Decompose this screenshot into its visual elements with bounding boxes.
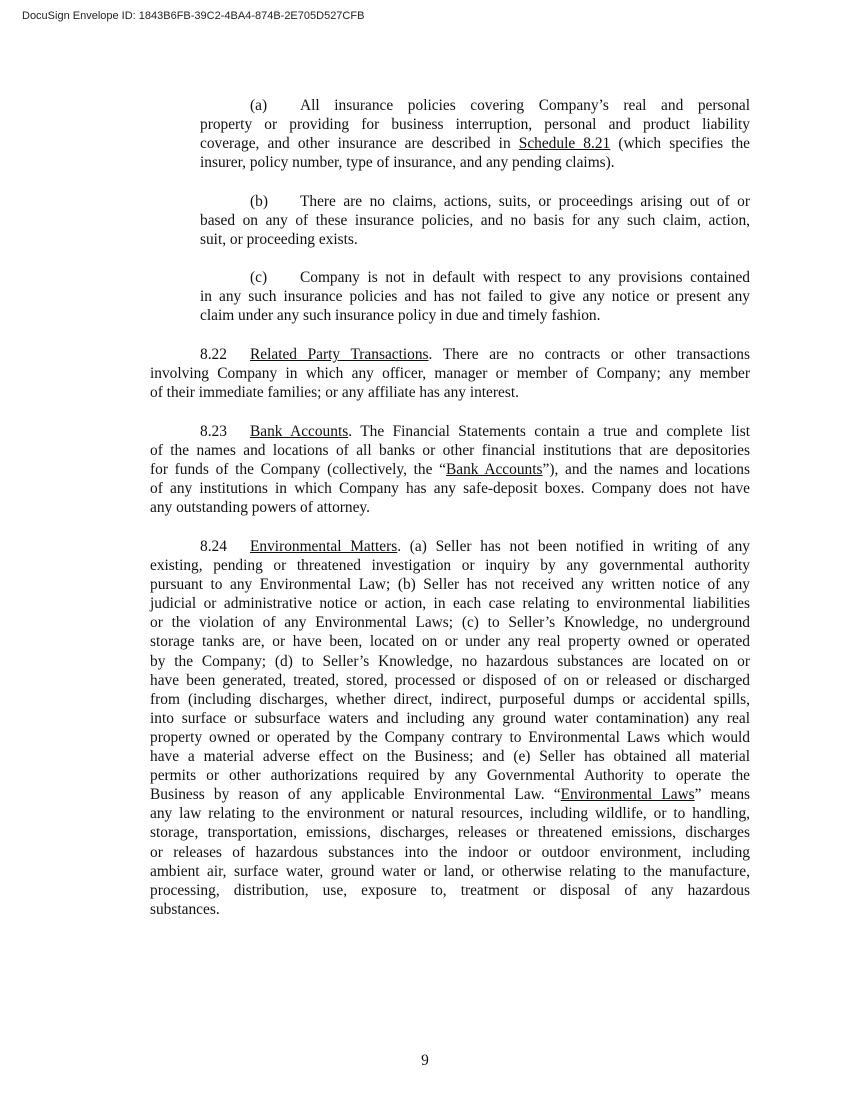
text-line — [150, 881, 750, 900]
text-segment: claim under any such insurance policy in due and timely fashion. — [200, 307, 601, 325]
text-line — [150, 594, 750, 613]
text-line — [200, 211, 750, 230]
paragraph-8-21-c — [200, 268, 750, 325]
text-segment: existing, pending or threatened investigation or inquiry by any governmental authority — [150, 557, 750, 575]
text-segment: property or providing for business interruption, personal and product liability — [200, 116, 750, 134]
paragraph-8-22 — [150, 345, 750, 402]
text-segment: into surface or subsurface waters and including any ground water contamination) any real — [150, 709, 750, 727]
text-segment: based on any of these insurance policies, and no basis for any such claim, action, — [200, 212, 750, 230]
section-label: 8.24 — [200, 538, 227, 555]
text-segment: All insurance policies covering Company’s real and personal — [300, 97, 750, 114]
text-segment: any outstanding powers of attorney. — [150, 499, 370, 517]
paragraph-8-24 — [150, 537, 750, 919]
text-segment: substances. — [150, 900, 220, 918]
line-text — [250, 422, 750, 441]
text-segment: or the violation of any Environmental Laws; (c) to Seller’s Knowledge, no underground — [150, 614, 750, 632]
text-line — [200, 287, 750, 306]
text-segment: . The Financial Statements contain a true and complete list — [348, 423, 750, 440]
text-segment: suit, or proceeding exists. — [200, 231, 358, 249]
text-segment: processing, distribution, use, exposure to, treatment or disposal of any hazardous — [150, 881, 750, 899]
text-line — [150, 364, 750, 383]
text-line — [150, 537, 750, 556]
line-text — [300, 268, 750, 287]
page-number: 9 — [421, 1052, 429, 1069]
text-line — [150, 613, 750, 632]
envelope-id: DocuSign Envelope ID: 1843B6FB-39C2-4BA4-874B-2E705D527CFB — [22, 10, 365, 22]
text-line — [150, 383, 750, 402]
text-segment: of any institutions in which Company has any safe-deposit boxes. Company does not have — [150, 480, 750, 498]
text-line — [150, 498, 750, 517]
text-line — [200, 153, 750, 172]
text-line — [150, 422, 750, 441]
text-line — [200, 306, 750, 325]
text-line — [150, 690, 750, 709]
text-segment: from (including discharges, whether direct, indirect, purposeful dumps or accidental spills, — [150, 690, 750, 708]
text-line — [150, 671, 750, 690]
text-line — [150, 632, 750, 651]
text-segment: Business by reason of any applicable Environmental Law. “ — [150, 786, 561, 804]
defined-term: Bank Accounts — [446, 461, 543, 479]
text-segment: in any such insurance policies and has not failed to give any notice or present any — [200, 288, 750, 306]
text-segment: for funds of the Company (collectively, the “ — [150, 461, 446, 479]
text-line — [200, 115, 750, 134]
text-segment: There are no claims, actions, suits, or proceedings arising out of or — [300, 193, 750, 210]
section-label: 8.23 — [200, 423, 227, 440]
paragraph-8-21-b — [200, 192, 750, 249]
section-label: (c) — [250, 269, 268, 286]
text-segment: ambient air, surface water, ground water or land, or otherwise relating to the manufacture, — [150, 862, 750, 880]
text-line — [150, 900, 750, 919]
text-line — [150, 728, 750, 747]
text-line — [150, 785, 750, 804]
text-segment: of the names and locations of all banks or other financial institutions that are depositories — [150, 442, 750, 460]
defined-term: Related Party Transactions — [250, 346, 429, 363]
text-segment: have been generated, treated, stored, processed or disposed of on or released or discharged — [150, 671, 750, 689]
line-text — [250, 345, 750, 364]
paragraph-8-23 — [150, 422, 750, 517]
text-segment: property owned or operated by the Company contrary to Environmental Laws which would — [150, 728, 750, 746]
text-segment: pursuant to any Environmental Law; (b) Seller has not received any written notice of any — [150, 576, 750, 594]
text-line — [200, 268, 750, 287]
paragraph-8-21-a — [200, 96, 750, 172]
text-segment: coverage, and other insurance are described in — [200, 135, 519, 153]
text-segment: Company is not in default with respect to any provisions contained — [300, 269, 750, 286]
section-label: (b) — [250, 193, 268, 210]
section-label: 8.22 — [200, 346, 227, 363]
text-line — [150, 556, 750, 575]
text-line — [150, 479, 750, 498]
defined-term: Schedule 8.21 — [518, 135, 611, 153]
text-segment: judicial or administrative notice or action, in each case relating to environmental liabilities — [150, 595, 750, 613]
text-line — [150, 862, 750, 881]
defined-term: Environmental Matters — [250, 538, 398, 555]
line-text — [300, 192, 750, 211]
line-text — [300, 96, 750, 115]
defined-term: Bank Accounts — [250, 423, 349, 440]
text-line — [150, 345, 750, 364]
text-line — [150, 575, 750, 594]
text-line — [150, 652, 750, 671]
text-segment: ” means — [694, 786, 751, 804]
text-segment: storage tanks are, or have been, located on or under any real property owned or operated — [150, 633, 750, 651]
line-text — [250, 537, 750, 556]
text-line — [200, 192, 750, 211]
defined-term: Environmental Laws — [560, 786, 695, 804]
text-segment: of their immediate families; or any affiliate has any interest. — [150, 384, 519, 402]
text-segment: any law relating to the environment or natural resources, including wildlife, or to handling, — [150, 805, 750, 823]
text-segment: . (a) Seller has not been notified in writing of any — [397, 538, 750, 555]
text-segment: . There are no contracts or other transactions — [428, 346, 750, 363]
text-line — [150, 804, 750, 823]
text-segment: ”), and the names and locations — [542, 461, 750, 479]
text-line — [150, 747, 750, 766]
text-line — [150, 460, 750, 479]
text-line — [150, 766, 750, 785]
text-segment: have a material adverse effect on the Business; and (e) Seller has obtained all material — [150, 748, 750, 766]
text-segment: involving Company in which any officer, manager or member of Company; any member — [150, 365, 750, 383]
text-segment: permits or other authorizations required by any Governmental Authority to operate the — [150, 767, 750, 785]
text-segment: by the Company; (d) to Seller’s Knowledge, no hazardous substances are located on or — [150, 652, 750, 670]
text-line — [150, 843, 750, 862]
text-line — [200, 230, 750, 249]
section-label: (a) — [250, 97, 268, 114]
text-segment: or releases of hazardous substances into the indoor or outdoor environment, including — [150, 843, 750, 861]
text-segment: storage, transportation, emissions, discharges, releases or threatened emissions, discharges — [150, 824, 750, 842]
text-line — [150, 441, 750, 460]
text-line — [200, 96, 750, 115]
text-line — [150, 823, 750, 842]
text-segment: (which specifies the — [610, 135, 750, 153]
text-line — [150, 709, 750, 728]
text-line — [200, 134, 750, 153]
text-segment: insurer, policy number, type of insurance, and any pending claims). — [200, 154, 615, 172]
